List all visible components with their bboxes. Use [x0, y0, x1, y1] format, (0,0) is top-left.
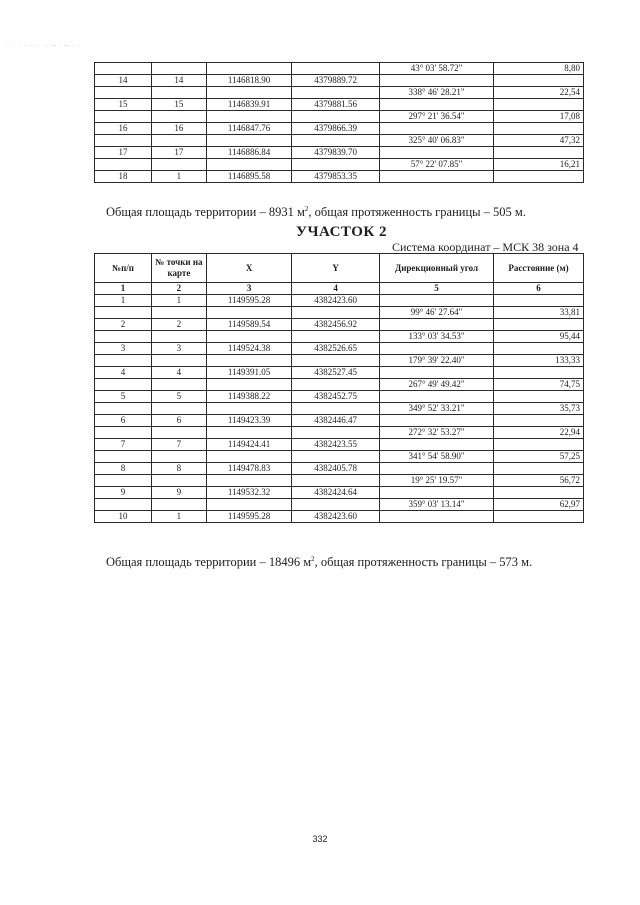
table-cell-y: [292, 427, 380, 439]
table-cell-a: 349° 52' 33.21": [380, 403, 494, 415]
table-cell-n: 4: [95, 367, 152, 379]
table-cell-a: [380, 463, 494, 475]
table-cell-n: [95, 111, 152, 123]
table-cell-d: 33,81: [494, 307, 584, 319]
table-cell-x: [206, 379, 292, 391]
section-1-summary: [106, 205, 526, 220]
table-cell-d: [494, 367, 584, 379]
table-row: [95, 135, 584, 147]
header-number-cell: 2: [152, 283, 207, 295]
header-number-cell: 1: [95, 283, 152, 295]
summary-superscript: 2: [304, 205, 309, 213]
table-cell-y: 4382527.45: [292, 367, 380, 379]
table-row: [95, 391, 584, 403]
table-cell-p: 14: [152, 75, 207, 87]
table-cell-x: [206, 451, 292, 463]
page-number: 332: [312, 834, 328, 844]
table-cell-p: [152, 87, 207, 99]
table-body: [95, 63, 584, 183]
table-cell-p: [152, 135, 207, 147]
table-cell-a: [380, 75, 494, 87]
table-cell-x: [206, 111, 292, 123]
table-row: [95, 511, 584, 523]
table-cell-d: 56,72: [494, 475, 584, 487]
summary-text: Общая площадь территории – 18496 м: [106, 555, 312, 570]
table-cell-d: 47,32: [494, 135, 584, 147]
table-cell-d: 62,97: [494, 499, 584, 511]
table-cell-n: [95, 87, 152, 99]
table-cell-n: 2: [95, 319, 152, 331]
table-cell-d: [494, 463, 584, 475]
table-row: [95, 111, 584, 123]
table-cell-a: 19° 25' 19.57": [380, 475, 494, 487]
table-cell-d: [494, 391, 584, 403]
table-row: [95, 99, 584, 111]
table-cell-a: [380, 123, 494, 135]
header-number-cell: 6: [494, 283, 584, 295]
table-cell-d: [494, 439, 584, 451]
table-cell-n: 10: [95, 511, 152, 523]
table-cell-d: 17,08: [494, 111, 584, 123]
table-row: [95, 147, 584, 159]
table-cell-y: 4382423.60: [292, 295, 380, 307]
table-cell-x: 1149595.28: [206, 511, 292, 523]
table-cell-n: 5: [95, 391, 152, 403]
table-cell-y: 4379866.39: [292, 123, 380, 135]
table-cell-a: [380, 415, 494, 427]
scan-artifact: · ·· · ·· · ·· ·· — · — · ·: [6, 44, 81, 49]
table-cell-y: 4379853.35: [292, 171, 380, 183]
table-cell-y: 4379839.70: [292, 147, 380, 159]
table-cell-d: [494, 343, 584, 355]
table-cell-n: [95, 331, 152, 343]
table-cell-y: [292, 307, 380, 319]
table-row: [95, 427, 584, 439]
table-cell-n: [95, 135, 152, 147]
table-cell-y: [292, 379, 380, 391]
table-cell-p: 7: [152, 439, 207, 451]
table-cell-y: 4379881.56: [292, 99, 380, 111]
table-cell-x: [206, 403, 292, 415]
table-cell-y: [292, 475, 380, 487]
table-cell-p: [152, 427, 207, 439]
table-cell-y: [292, 63, 380, 75]
table-cell-y: [292, 87, 380, 99]
table-cell-x: [206, 63, 292, 75]
table-cell-p: [152, 403, 207, 415]
table-cell-p: [152, 307, 207, 319]
coordinates-table-section-2: [94, 253, 584, 523]
table-cell-d: [494, 171, 584, 183]
table-cell-n: [95, 403, 152, 415]
table-cell-n: [95, 499, 152, 511]
table-row: [95, 331, 584, 343]
table-cell-a: 272° 32' 53.27": [380, 427, 494, 439]
table-cell-d: [494, 99, 584, 111]
coordinates-table-section-1: [94, 62, 584, 183]
table-row: [95, 475, 584, 487]
table-cell-x: 1146886.84: [206, 147, 292, 159]
table-cell-x: [206, 135, 292, 147]
table-cell-d: [494, 295, 584, 307]
table-cell-y: [292, 355, 380, 367]
table-row: [95, 487, 584, 499]
table-cell-n: 6: [95, 415, 152, 427]
table-cell-a: [380, 319, 494, 331]
table-cell-x: [206, 475, 292, 487]
table-cell-p: [152, 159, 207, 171]
table-cell-x: [206, 499, 292, 511]
table-cell-p: 1: [152, 171, 207, 183]
table-cell-a: [380, 343, 494, 355]
table-row: [95, 319, 584, 331]
table-cell-x: [206, 331, 292, 343]
table-row: [95, 403, 584, 415]
table-cell-d: [494, 415, 584, 427]
header-cell: № точки на карте: [152, 254, 207, 283]
table-cell-x: 1149424.41: [206, 439, 292, 451]
coordinate-system-label: Система координат – МСК 38 зона 4: [392, 240, 579, 254]
table-row: [95, 171, 584, 183]
table-cell-p: [152, 499, 207, 511]
table-cell-n: [95, 307, 152, 319]
table-cell-n: [95, 427, 152, 439]
table-cell-p: [152, 379, 207, 391]
table-cell-p: [152, 475, 207, 487]
summary-superscript: 2: [311, 555, 315, 563]
table-row: [95, 499, 584, 511]
table-row: [95, 343, 584, 355]
table-cell-n: [95, 475, 152, 487]
table-cell-a: [380, 439, 494, 451]
table-cell-d: 74,75: [494, 379, 584, 391]
table-cell-x: 1149391.05: [206, 367, 292, 379]
table-cell-p: 4: [152, 367, 207, 379]
table-cell-y: 4382423.55: [292, 439, 380, 451]
table-row: [95, 439, 584, 451]
table-cell-p: 9: [152, 487, 207, 499]
table-cell-p: 15: [152, 99, 207, 111]
table-cell-d: 133,33: [494, 355, 584, 367]
table-cell-a: 359° 03' 13.14": [380, 499, 494, 511]
table-cell-a: [380, 147, 494, 159]
table-cell-y: [292, 499, 380, 511]
table-cell-n: 7: [95, 439, 152, 451]
table-cell-p: 6: [152, 415, 207, 427]
table-cell-n: [95, 63, 152, 75]
header-cell: Дирекционный угол: [380, 254, 494, 283]
table-cell-y: [292, 331, 380, 343]
table-row: [95, 415, 584, 427]
table-cell-n: 17: [95, 147, 152, 159]
summary-text-end: , общая протяженность границы – 573 м.: [314, 555, 533, 570]
table-cell-a: [380, 391, 494, 403]
table-row: [95, 463, 584, 475]
table-cell-y: 4382424.64: [292, 487, 380, 499]
summary-text: Общая площадь территории – 8931 м: [106, 205, 305, 220]
table-cell-p: [152, 63, 207, 75]
table-row: [95, 355, 584, 367]
header-cell: Y: [292, 254, 380, 283]
table-cell-d: [494, 487, 584, 499]
table-cell-p: 1: [152, 511, 207, 523]
table-cell-d: 95,44: [494, 331, 584, 343]
table-cell-d: [494, 319, 584, 331]
table-cell-n: 14: [95, 75, 152, 87]
table-cell-a: 267° 49' 49.42": [380, 379, 494, 391]
header-number-cell: 3: [206, 283, 292, 295]
table-cell-y: [292, 451, 380, 463]
table-cell-x: [206, 355, 292, 367]
table-cell-d: 35,73: [494, 403, 584, 415]
table-cell-p: 3: [152, 343, 207, 355]
table-cell-y: [292, 159, 380, 171]
table-cell-a: 338° 46' 28.21": [380, 87, 494, 99]
table-cell-n: 3: [95, 343, 152, 355]
table-cell-x: [206, 427, 292, 439]
summary-text-end: , общая протяженность границы – 505 м.: [308, 205, 526, 220]
table-cell-a: 325° 40' 06.83": [380, 135, 494, 147]
table-cell-a: 297° 21' 36.54": [380, 111, 494, 123]
table-cell-p: [152, 355, 207, 367]
table-row: [95, 123, 584, 135]
table-cell-p: 8: [152, 463, 207, 475]
table-cell-a: [380, 171, 494, 183]
header-number-cell: 4: [292, 283, 380, 295]
table-cell-d: 16,21: [494, 159, 584, 171]
table-cell-a: [380, 99, 494, 111]
table-cell-n: [95, 379, 152, 391]
table-cell-x: 1149524.38: [206, 343, 292, 355]
table-header: [95, 254, 584, 295]
table-cell-p: 1: [152, 295, 207, 307]
table-cell-n: [95, 451, 152, 463]
table-cell-n: 15: [95, 99, 152, 111]
table-cell-x: 1149478.83: [206, 463, 292, 475]
table-cell-d: [494, 147, 584, 159]
table-body: [95, 295, 584, 523]
table-cell-d: 57,25: [494, 451, 584, 463]
table-row: [95, 451, 584, 463]
table-cell-p: 5: [152, 391, 207, 403]
table-cell-y: [292, 403, 380, 415]
table-cell-d: 8,80: [494, 63, 584, 75]
table-cell-a: 341° 54' 58.90": [380, 451, 494, 463]
table-cell-a: 43° 03' 58.72": [380, 63, 494, 75]
table-row: [95, 75, 584, 87]
table-cell-p: [152, 111, 207, 123]
table-row: [95, 295, 584, 307]
table-cell-p: 17: [152, 147, 207, 159]
table-cell-d: 22,54: [494, 87, 584, 99]
header-cell: №п/п: [95, 254, 152, 283]
table-cell-x: [206, 87, 292, 99]
table-cell-a: 133° 03' 34.53": [380, 331, 494, 343]
table-cell-y: [292, 135, 380, 147]
table-row: [95, 367, 584, 379]
table-cell-n: 18: [95, 171, 152, 183]
header-cell: X: [206, 254, 292, 283]
table-cell-x: [206, 307, 292, 319]
table-cell-x: [206, 159, 292, 171]
table-row: [95, 307, 584, 319]
table-cell-x: 1146895.58: [206, 171, 292, 183]
table-cell-x: 1146818.90: [206, 75, 292, 87]
table-cell-a: [380, 367, 494, 379]
table-cell-x: 1149423.39: [206, 415, 292, 427]
table-cell-y: [292, 111, 380, 123]
table-cell-a: [380, 295, 494, 307]
table-cell-d: [494, 511, 584, 523]
table-cell-d: [494, 75, 584, 87]
table-cell-x: 1149589.54: [206, 319, 292, 331]
table-cell-y: 4382405.78: [292, 463, 380, 475]
table-cell-x: 1146839.91: [206, 99, 292, 111]
table-cell-n: [95, 159, 152, 171]
header-cell: Расстояние (м): [494, 254, 584, 283]
table-cell-a: [380, 511, 494, 523]
table-row: [95, 379, 584, 391]
table-cell-y: 4382446.47: [292, 415, 380, 427]
table-cell-y: 4382423.60: [292, 511, 380, 523]
table-cell-d: [494, 123, 584, 135]
table-cell-a: 179° 39' 22.40": [380, 355, 494, 367]
table-cell-x: 1149595.28: [206, 295, 292, 307]
section-2-summary: [106, 555, 532, 570]
table-cell-a: [380, 487, 494, 499]
table-cell-d: 22,94: [494, 427, 584, 439]
table-cell-x: 1149532.32: [206, 487, 292, 499]
table-row: [95, 159, 584, 171]
table-cell-n: [95, 355, 152, 367]
section-2-title: УЧАСТОК 2: [296, 224, 388, 240]
table-cell-y: 4382452.75: [292, 391, 380, 403]
table-cell-p: 2: [152, 319, 207, 331]
table-cell-a: 57° 22' 07.85": [380, 159, 494, 171]
table-cell-y: 4379889.72: [292, 75, 380, 87]
table-cell-x: 1149388.22: [206, 391, 292, 403]
table-cell-y: 4382456.92: [292, 319, 380, 331]
table-cell-y: 4382526.65: [292, 343, 380, 355]
header-number-cell: 5: [380, 283, 494, 295]
table-cell-n: 8: [95, 463, 152, 475]
table-cell-n: 1: [95, 295, 152, 307]
table-row: [95, 87, 584, 99]
table-cell-a: 99° 46' 27.64": [380, 307, 494, 319]
table-cell-n: 9: [95, 487, 152, 499]
table-row: [95, 63, 584, 75]
table-cell-p: 16: [152, 123, 207, 135]
table-cell-x: 1146847.76: [206, 123, 292, 135]
table-cell-p: [152, 451, 207, 463]
table-cell-n: 16: [95, 123, 152, 135]
table-cell-p: [152, 331, 207, 343]
